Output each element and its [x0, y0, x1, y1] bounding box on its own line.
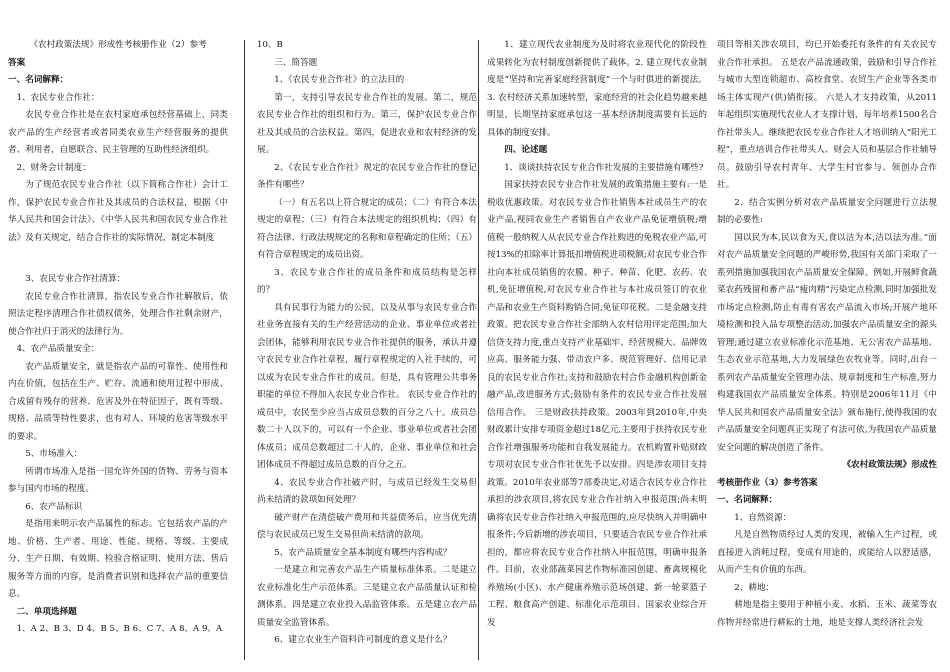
term-heading: 3、农民专业合作社清算：	[25, 274, 126, 284]
question-heading: 6、建立农业生产资料许可制度的意义是什么？	[274, 635, 452, 645]
term-heading: 4、农产品质量安全：	[16, 344, 100, 354]
essay-body: 国家扶持农民专业合作社发展的政策措施主要有:一是税收优惠政策。对农民专业合作社销售本社成员生产的农业产品,视同农业生产者销售自产农业产品免征增值税;增值税一般纳税人从农民专业合作社购进的免税农业产品,可按13%的扣除率计算抵扣增值税进项税额;对农民专业合作社向本社成员销售的农膜、种子、种苗、化肥、农药、农机,免征增值税,对农民专业合作社与本社成员签订的农业产品和农业生产资料购销合同,免征印花税。二是金融支持政策。把农民专业合作社全部纳入农村信用评定范围;加大信贷支持力度,重点支持产业基础牢、经营规模大、品牌效应高、服务能力强、带动农户多、规范管理好、信用记录良的农民专业合作社;支持和鼓励农村合作金融机构创新金融产品,改进服务方式;鼓励有条件的农民专业合作社发展信用合作。 三是财政扶持政策。2003年到2010年,中央财政累计安排专项资金超过18亿元,主要用于扶持农民专业合作社增强服务功能和自我发展能力。农机购置补贴财政专项对农民专业合作社优先予以安排。四是涉农项目支持政策。2010年农业部等7部委决定,对适合农民专业合作社承担的涉农项目,将农民专业合作社纳入申报范围;尚未明确将农民专业合作社纳入申报范围的,应尽快纳入并明确申报条件;今后新增的涉农项目，只要适合农民专业合作社承担的，都应将农民专业合作社纳入申报范围，明确申报条件。目前，农业部蔬菜园艺作物标准园创建、畜禽规模化养殖场(小区)、水产健康养殖示范场创建、新一轮菜篮子工程、粮食高产创建、标准化示范项目、国家农业综合开发	[487, 180, 707, 628]
question-heading: 3、农民专业合作社的成员条件和成员结构是怎样的？	[257, 267, 477, 295]
answer-body: 1、建立现代农业制度为及时将农业现代化的阶段性成果转化为农村制度创新提供了载体。2. 建立现代农业制度是“坚持和完善家庭经营制度”一个与时俱进的新提法。3. 农村经济关系加速转型，家庭经营的社会化趋势越来越明显，长期坚持家庭承包这一基本经济制度需要有长远的具体的制度安排。	[487, 40, 707, 138]
term-body: 农产品质量安全，就是指农产品的可靠性、使用性和内在价值，包括在生产、贮存、流通和使用过程中形成、合成留有残存的营养、危害及外在特征因子，既有等级、规格、品质等特性要求，也有对人、环境的危害等级水平的要求。	[8, 361, 228, 442]
section-heading: 一、名词解释：	[717, 495, 778, 505]
column-3	[487, 37, 707, 632]
essay-heading: 2、结合实例分析对农产品质量安全问题进行立法规制的必要性:	[717, 197, 937, 225]
essay-body: 国以民为本,民以食为天,食以洁为本,洁以法为准。”面对农产品质量安全问题的严峻形势,我国有关部门采取了一系列措施加强我国农产品质量安全保障。例如,开展鲜食蔬菜农药残留和畜产品“瘦肉精”污染定点检测,同时加强批发市场定点检测,防止有毒有害农产品流入市场;开展产地环境检测和投入品专项整治活动,加强农产品质量安全的源头管理;通过建立农业标准化示范基地、无公害农产品基地、生态农业示范基地,大力发展绿色农牧业等。同时,出台一系列农产品质量安全管理办法、规章制度和生产标准,努力构建我国农产品质量安全体系。特别是2006年11月《中华人民共和国农产品质量安全法》颁布施行,使得我国的农产品质量安全问题真正实现了有法可依,为我国农产品质量安全问题的解决创造了条件。	[717, 232, 937, 453]
column-4	[717, 37, 937, 632]
term-heading: 1、农民专业合作社：	[16, 92, 100, 103]
term-body: 凡是自然物质经过人类的发现，被输入生产过程，或直接进入消耗过程，变成有用途的，或能给人以舒适感，从而产生有价值的东西。	[717, 530, 937, 575]
term-heading: 2、财务会计制度：	[16, 162, 91, 173]
question-heading: 1、《农民专业合作社》的立法目的	[274, 75, 405, 85]
section-heading: 三、简答题	[274, 57, 318, 68]
question-body: （一）有五名以上符合规定的成员；（二）有符合本法规定的章程；（三）有符合本法规定的组织机构；（四）有符合法律、行政法规规定的名称和章程确定的住所；（五）有符合章程规定的成员出资。	[257, 197, 477, 260]
title-answer-word: 答案	[8, 57, 26, 68]
term-heading: 5、市场准入：	[25, 449, 83, 459]
document-title-2-line2: 考核册作业（3）参考答案	[717, 477, 818, 488]
question-body: 第一，支持引导农民专业合作社的发展。第二，规范农民专业合作社的组织和行为。第三，保护农民专业合作社及其成员的合法权益。第四，促进农业和农村经济的发展。	[257, 92, 477, 155]
document-title-2: 《农村政策法规》形成性	[842, 460, 937, 470]
section-heading: 四、论述题	[504, 145, 548, 155]
essay-body-continued: 项目等相关涉农项目，均已开始委托有条件的有关农民专业合作社承担。 五是农产品流通政策，鼓励和引导合作社与城市大型连锁超市、高校食堂、农贸生产企业等各类市场主体实现产(供)销衔接。 六是人才支持政策，从2011年起组织实施现代农业人才支撑计划，每年培养1500名合作社带头人。继续把农民专业合作社人才培训纳入“阳光工程”，重点培训合作社带头人、财会人员和基层合作社辅导员。鼓励引导农村青年、大学生村官参与、领创办合作社。	[717, 40, 937, 190]
section-heading: 一、名词解释：	[8, 75, 69, 85]
column-1	[8, 37, 228, 639]
term-body: 为了规范农民专业合作社（以下简称合作社）会计工作，保护农民专业合作社及其成员的合法权益，根据《中华人民共和国会计法》、《中华人民共和国农民专业合作社法》及有关规定，结合合作社的实际情况，制定本制度	[8, 180, 228, 243]
section-heading: 二、单项选择题	[16, 606, 77, 617]
choice-answers: 1、A 2、B 3、D 4、B 5、B 6、C 7、A 8、A 9、A	[16, 624, 223, 634]
column-divider	[478, 40, 479, 660]
column-2	[257, 37, 477, 650]
question-heading: 4、农民专业合作社破产时，与成员已经发生交易但尚未结清的款项如何处理？	[257, 477, 477, 505]
essay-heading: 1、谈谈扶持农民专业合作社发展的主要措施有哪些?	[504, 162, 704, 173]
term-body: 耕地是指主要用于种植小麦、水稻、玉米、蔬菜等农作物并经常进行耕耘的土地，地是支撑人类经济社会发	[717, 600, 937, 628]
term-heading: 6、农产品标识	[25, 501, 83, 512]
column-divider	[244, 40, 245, 660]
document-title: 《农村政策法规》形成性考核册作业（2）参考	[29, 40, 207, 50]
term-body: 是指用来明示农产品属性的标志。它包括农产品的产地、价格、生产者、用途、性能、规格、等级、主要成分、生产日期、有效期、检验合格证明、使用方法、售后服务等方面的内容，是消费者识别和选择农产品的重要信息。	[8, 519, 228, 599]
term-body: 所谓市场准入是指一国允许外国的货物、劳务与资本参与国内市场的程度。	[8, 466, 228, 494]
question-body: 具有民事行为能力的公民，以及从事与农民专业合作社业务直接有关的生产经营活动的企业、事业单位或者社会团体，能够利用农民专业合作社提供的服务，承认并遵守农民专业合作社章程，履行章程规定的入社手续的，可以成为农民专业合作社的成员。但是，具有管理公共事务职能的单位不得加入农民专业合作社。 农民专业合作社的成员中，农民至少应当占成员总数的百分之八十。成员总数二十人以下的，可以有一个企业、事业单位或者社会团体成员；成员总数超过二十人的，企业、事业单位和社会团体成员不得超过成员总数的百分之五。	[257, 302, 477, 470]
question-body: 一是建立和完善农产品生产质量标准体系。二是建立农业标准化生产示范体系。三是建立农产品质量认证和检测体系。四是建立农业投入品监管体系。五是建立农产品质量安全监管体系。	[257, 565, 477, 628]
term-heading: 1、自然资源：	[734, 512, 792, 523]
term-body: 农民专业合作社清算，指农民专业合作社解散后，依照法定程序清理合作社债权债务，处理合作社剩余财产，使合作社归于消灭的法律行为。	[8, 291, 228, 337]
term-heading: 2、耕地：	[734, 582, 775, 593]
question-body: 破产财产在清偿破产费用和共益债务后，应当优先清偿与农民成员已发生交易但尚未结清的款项。	[257, 512, 477, 540]
question-heading: 5、农产品质量安全基本制度有哪些内容构成？	[274, 547, 452, 558]
question-heading: 2、《农民专业合作社》规定的农民专业合作社的登记条件有哪些？	[257, 162, 477, 190]
term-body: 农民专业合作社是在农村家庭承包经营基础上，同类农产品的生产经营者或者同类农业生产经营服务的提供者、利用者，自愿联合、民主管理的互助性经济组织。	[8, 110, 228, 155]
choice-answers-last: 10、B	[257, 40, 283, 50]
